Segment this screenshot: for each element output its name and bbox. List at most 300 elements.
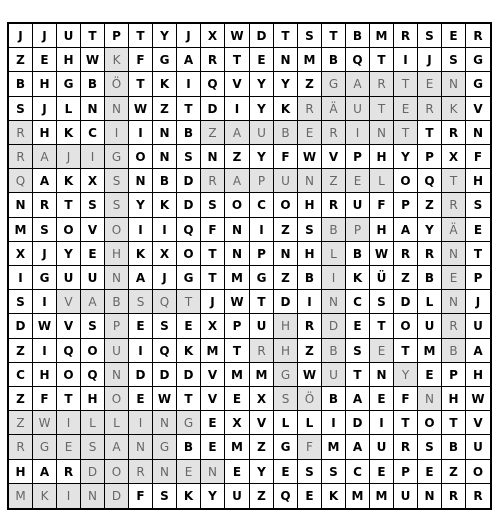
grid-cell[interactable] [33,24,57,48]
grid-cell[interactable] [177,218,201,242]
grid-cell[interactable] [9,387,33,411]
grid-cell[interactable] [418,314,442,339]
grid-cell[interactable] [9,266,33,290]
grid-cell[interactable] [201,169,225,193]
grid-cell[interactable] [225,484,250,508]
grid-cell[interactable] [370,145,394,169]
grid-cell[interactable] [370,387,394,411]
grid-cell[interactable] [466,145,490,169]
grid-cell[interactable] [418,339,442,363]
grid-cell[interactable] [225,121,250,145]
grid-cell[interactable] [129,24,153,48]
grid-cell[interactable] [153,290,177,314]
grid-cell[interactable] [394,193,418,218]
grid-cell[interactable] [81,218,105,242]
grid-cell[interactable] [9,72,33,97]
grid-cell[interactable] [129,435,153,460]
grid-cell[interactable] [81,290,105,314]
grid-cell[interactable] [177,169,201,193]
grid-cell[interactable] [418,460,442,484]
grid-cell[interactable] [418,266,442,290]
grid-cell[interactable] [250,121,274,145]
grid-cell[interactable] [466,266,490,290]
grid-cell[interactable] [466,218,490,242]
grid-cell[interactable] [57,339,81,363]
grid-cell[interactable] [57,290,81,314]
grid-cell[interactable] [394,97,418,121]
grid-cell[interactable] [129,242,153,266]
grid-cell[interactable] [105,218,129,242]
grid-cell[interactable] [225,363,250,387]
grid-cell[interactable] [370,218,394,242]
grid-cell[interactable] [129,363,153,387]
grid-cell[interactable] [57,387,81,411]
grid-cell[interactable] [250,314,274,339]
grid-cell[interactable] [153,121,177,145]
grid-cell[interactable] [129,266,153,290]
grid-cell[interactable] [298,121,322,145]
grid-cell[interactable] [225,387,250,411]
grid-cell[interactable] [298,314,322,339]
grid-cell[interactable] [346,218,370,242]
grid-cell[interactable] [57,24,81,48]
grid-cell[interactable] [370,460,394,484]
grid-cell[interactable] [177,435,201,460]
grid-cell[interactable] [370,411,394,435]
grid-cell[interactable] [9,435,33,460]
grid-cell[interactable] [346,290,370,314]
grid-cell[interactable] [9,411,33,435]
grid-cell[interactable] [57,484,81,508]
grid-cell[interactable] [177,314,201,339]
grid-cell[interactable] [201,24,225,48]
grid-cell[interactable] [466,193,490,218]
grid-cell[interactable] [129,411,153,435]
grid-cell[interactable] [105,48,129,72]
grid-cell[interactable] [466,24,490,48]
grid-cell[interactable] [274,169,298,193]
grid-cell[interactable] [225,145,250,169]
grid-cell[interactable] [394,48,418,72]
grid-cell[interactable] [33,363,57,387]
grid-cell[interactable] [274,484,298,508]
grid-cell[interactable] [418,484,442,508]
grid-cell[interactable] [298,290,322,314]
grid-cell[interactable] [9,24,33,48]
grid-cell[interactable] [129,484,153,508]
grid-cell[interactable] [177,121,201,145]
grid-cell[interactable] [466,48,490,72]
grid-cell[interactable] [81,435,105,460]
grid-cell[interactable] [129,387,153,411]
grid-cell[interactable] [298,24,322,48]
grid-cell[interactable] [177,48,201,72]
grid-cell[interactable] [201,339,225,363]
grid-cell[interactable] [201,121,225,145]
grid-cell[interactable] [298,72,322,97]
grid-cell[interactable] [370,290,394,314]
grid-cell[interactable] [394,24,418,48]
grid-cell[interactable] [394,339,418,363]
grid-cell[interactable] [81,314,105,339]
grid-cell[interactable] [33,218,57,242]
grid-cell[interactable] [201,218,225,242]
grid-cell[interactable] [466,339,490,363]
grid-cell[interactable] [442,24,466,48]
grid-cell[interactable] [298,460,322,484]
grid-cell[interactable] [9,460,33,484]
grid-cell[interactable] [346,121,370,145]
grid-cell[interactable] [250,145,274,169]
grid-cell[interactable] [225,242,250,266]
grid-cell[interactable] [346,193,370,218]
grid-cell[interactable] [153,97,177,121]
grid-cell[interactable] [153,484,177,508]
grid-cell[interactable] [346,48,370,72]
grid-cell[interactable] [81,387,105,411]
grid-cell[interactable] [274,193,298,218]
grid-cell[interactable] [33,460,57,484]
grid-cell[interactable] [322,121,346,145]
grid-cell[interactable] [370,435,394,460]
grid-cell[interactable] [33,72,57,97]
grid-cell[interactable] [322,145,346,169]
grid-cell[interactable] [442,72,466,97]
grid-cell[interactable] [394,435,418,460]
grid-cell[interactable] [370,121,394,145]
grid-cell[interactable] [57,121,81,145]
grid-cell[interactable] [57,145,81,169]
grid-cell[interactable] [370,72,394,97]
grid-cell[interactable] [81,121,105,145]
grid-cell[interactable] [177,363,201,387]
grid-cell[interactable] [298,484,322,508]
grid-cell[interactable] [418,242,442,266]
grid-cell[interactable] [322,484,346,508]
grid-cell[interactable] [274,266,298,290]
grid-cell[interactable] [177,387,201,411]
grid-cell[interactable] [418,121,442,145]
grid-cell[interactable] [394,460,418,484]
grid-cell[interactable] [177,97,201,121]
grid-cell[interactable] [153,48,177,72]
grid-cell[interactable] [33,387,57,411]
grid-cell[interactable] [177,339,201,363]
grid-cell[interactable] [250,24,274,48]
grid-cell[interactable] [225,266,250,290]
grid-cell[interactable] [105,290,129,314]
grid-cell[interactable] [370,193,394,218]
grid-cell[interactable] [466,484,490,508]
grid-cell[interactable] [153,24,177,48]
grid-cell[interactable] [274,72,298,97]
grid-cell[interactable] [225,72,250,97]
grid-cell[interactable] [81,484,105,508]
grid-cell[interactable] [129,460,153,484]
grid-cell[interactable] [201,411,225,435]
grid-cell[interactable] [9,121,33,145]
grid-cell[interactable] [370,484,394,508]
grid-cell[interactable] [57,193,81,218]
grid-cell[interactable] [250,460,274,484]
grid-cell[interactable] [225,460,250,484]
grid-cell[interactable] [105,411,129,435]
grid-cell[interactable] [250,218,274,242]
grid-cell[interactable] [442,169,466,193]
grid-cell[interactable] [322,435,346,460]
grid-cell[interactable] [442,266,466,290]
grid-cell[interactable] [105,242,129,266]
grid-cell[interactable] [9,169,33,193]
grid-cell[interactable] [418,48,442,72]
grid-cell[interactable] [274,145,298,169]
grid-cell[interactable] [33,193,57,218]
grid-cell[interactable] [153,363,177,387]
grid-cell[interactable] [177,460,201,484]
grid-cell[interactable] [153,242,177,266]
grid-cell[interactable] [322,218,346,242]
grid-cell[interactable] [442,387,466,411]
grid-cell[interactable] [153,339,177,363]
grid-cell[interactable] [129,72,153,97]
grid-cell[interactable] [274,290,298,314]
grid-cell[interactable] [201,48,225,72]
grid-cell[interactable] [442,411,466,435]
grid-cell[interactable] [250,193,274,218]
grid-cell[interactable] [346,435,370,460]
grid-cell[interactable] [33,242,57,266]
grid-cell[interactable] [81,169,105,193]
grid-cell[interactable] [370,24,394,48]
grid-cell[interactable] [394,314,418,339]
grid-cell[interactable] [33,169,57,193]
grid-cell[interactable] [105,339,129,363]
grid-cell[interactable] [394,290,418,314]
grid-cell[interactable] [274,411,298,435]
grid-cell[interactable] [225,169,250,193]
grid-cell[interactable] [298,435,322,460]
grid-cell[interactable] [250,363,274,387]
grid-cell[interactable] [346,339,370,363]
grid-cell[interactable] [370,314,394,339]
grid-cell[interactable] [394,266,418,290]
grid-cell[interactable] [201,290,225,314]
grid-cell[interactable] [33,48,57,72]
grid-cell[interactable] [418,290,442,314]
grid-cell[interactable] [81,97,105,121]
grid-cell[interactable] [394,411,418,435]
grid-cell[interactable] [81,193,105,218]
grid-cell[interactable] [105,145,129,169]
grid-cell[interactable] [346,145,370,169]
grid-cell[interactable] [466,363,490,387]
grid-cell[interactable] [250,266,274,290]
grid-cell[interactable] [346,72,370,97]
grid-cell[interactable] [418,218,442,242]
grid-cell[interactable] [129,97,153,121]
grid-cell[interactable] [57,314,81,339]
grid-cell[interactable] [105,169,129,193]
grid-cell[interactable] [394,484,418,508]
grid-cell[interactable] [129,290,153,314]
grid-cell[interactable] [298,193,322,218]
grid-cell[interactable] [322,387,346,411]
grid-cell[interactable] [177,266,201,290]
grid-cell[interactable] [153,314,177,339]
grid-cell[interactable] [177,24,201,48]
grid-cell[interactable] [250,48,274,72]
grid-cell[interactable] [442,145,466,169]
grid-cell[interactable] [57,460,81,484]
grid-cell[interactable] [57,435,81,460]
grid-cell[interactable] [105,121,129,145]
grid-cell[interactable] [322,72,346,97]
grid-cell[interactable] [322,169,346,193]
grid-cell[interactable] [81,460,105,484]
grid-cell[interactable] [129,339,153,363]
grid-cell[interactable] [370,339,394,363]
grid-cell[interactable] [33,484,57,508]
grid-cell[interactable] [442,339,466,363]
grid-cell[interactable] [225,24,250,48]
grid-cell[interactable] [33,314,57,339]
grid-cell[interactable] [346,242,370,266]
grid-cell[interactable] [153,460,177,484]
grid-cell[interactable] [274,24,298,48]
grid-cell[interactable] [105,314,129,339]
grid-cell[interactable] [153,387,177,411]
grid-cell[interactable] [370,97,394,121]
grid-cell[interactable] [298,97,322,121]
grid-cell[interactable] [9,484,33,508]
grid-cell[interactable] [442,484,466,508]
grid-cell[interactable] [153,72,177,97]
grid-cell[interactable] [418,411,442,435]
grid-cell[interactable] [9,290,33,314]
grid-cell[interactable] [466,72,490,97]
grid-cell[interactable] [346,387,370,411]
grid-cell[interactable] [394,363,418,387]
grid-cell[interactable] [346,484,370,508]
grid-cell[interactable] [201,314,225,339]
grid-cell[interactable] [394,121,418,145]
grid-cell[interactable] [250,290,274,314]
grid-cell[interactable] [57,72,81,97]
grid-cell[interactable] [466,435,490,460]
grid-cell[interactable] [346,97,370,121]
grid-cell[interactable] [129,314,153,339]
grid-cell[interactable] [9,193,33,218]
grid-cell[interactable] [274,218,298,242]
grid-cell[interactable] [250,435,274,460]
grid-cell[interactable] [177,193,201,218]
grid-cell[interactable] [57,363,81,387]
grid-cell[interactable] [466,314,490,339]
grid-cell[interactable] [466,97,490,121]
grid-cell[interactable] [298,169,322,193]
grid-cell[interactable] [322,411,346,435]
grid-cell[interactable] [153,193,177,218]
grid-cell[interactable] [129,48,153,72]
grid-cell[interactable] [201,193,225,218]
grid-cell[interactable] [298,363,322,387]
grid-cell[interactable] [418,435,442,460]
grid-cell[interactable] [105,484,129,508]
grid-cell[interactable] [274,435,298,460]
grid-cell[interactable] [250,169,274,193]
grid-cell[interactable] [322,24,346,48]
grid-cell[interactable] [153,145,177,169]
grid-cell[interactable] [153,218,177,242]
grid-cell[interactable] [153,169,177,193]
grid-cell[interactable] [33,145,57,169]
grid-cell[interactable] [442,97,466,121]
grid-cell[interactable] [201,97,225,121]
grid-cell[interactable] [466,411,490,435]
grid-cell[interactable] [9,314,33,339]
grid-cell[interactable] [81,339,105,363]
grid-cell[interactable] [346,460,370,484]
grid-cell[interactable] [129,193,153,218]
grid-cell[interactable] [274,314,298,339]
grid-cell[interactable] [274,97,298,121]
grid-cell[interactable] [81,266,105,290]
grid-cell[interactable] [298,266,322,290]
grid-cell[interactable] [346,169,370,193]
grid-cell[interactable] [346,266,370,290]
grid-cell[interactable] [225,48,250,72]
grid-cell[interactable] [466,169,490,193]
grid-cell[interactable] [346,314,370,339]
grid-cell[interactable] [129,145,153,169]
grid-cell[interactable] [153,266,177,290]
grid-cell[interactable] [274,242,298,266]
grid-cell[interactable] [225,411,250,435]
grid-cell[interactable] [105,72,129,97]
grid-cell[interactable] [9,97,33,121]
grid-cell[interactable] [57,266,81,290]
grid-cell[interactable] [177,145,201,169]
grid-cell[interactable] [225,435,250,460]
grid-cell[interactable] [250,242,274,266]
grid-cell[interactable] [346,411,370,435]
grid-cell[interactable] [225,314,250,339]
grid-cell[interactable] [250,411,274,435]
grid-cell[interactable] [466,387,490,411]
grid-cell[interactable] [177,290,201,314]
grid-cell[interactable] [9,363,33,387]
grid-cell[interactable] [177,72,201,97]
grid-cell[interactable] [57,411,81,435]
grid-cell[interactable] [370,48,394,72]
grid-cell[interactable] [129,121,153,145]
grid-cell[interactable] [81,363,105,387]
grid-cell[interactable] [177,484,201,508]
grid-cell[interactable] [105,387,129,411]
grid-cell[interactable] [81,48,105,72]
grid-cell[interactable] [129,169,153,193]
grid-cell[interactable] [225,193,250,218]
grid-cell[interactable] [418,97,442,121]
grid-cell[interactable] [201,484,225,508]
grid-cell[interactable] [442,314,466,339]
grid-cell[interactable] [370,169,394,193]
grid-cell[interactable] [81,145,105,169]
grid-cell[interactable] [33,339,57,363]
grid-cell[interactable] [201,72,225,97]
grid-cell[interactable] [9,339,33,363]
grid-cell[interactable] [81,242,105,266]
